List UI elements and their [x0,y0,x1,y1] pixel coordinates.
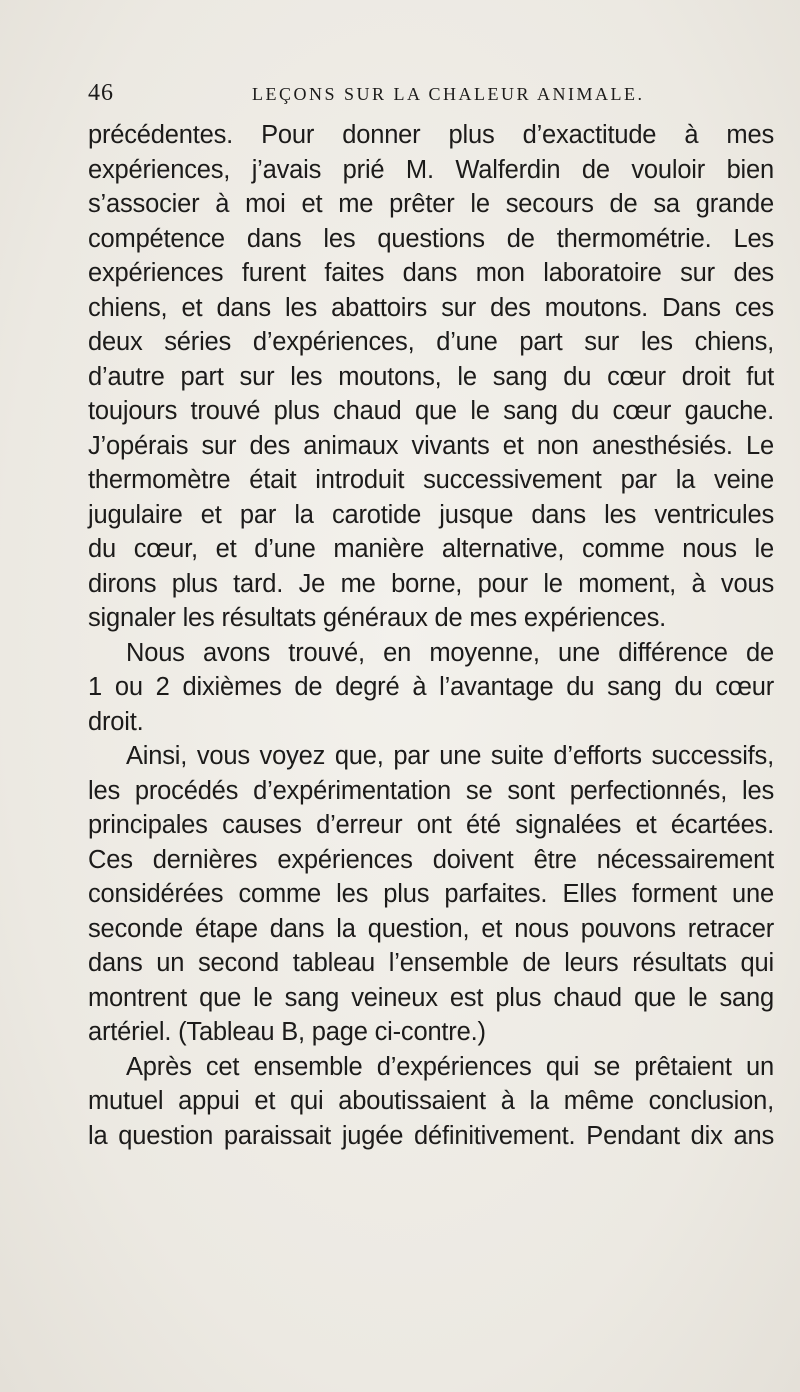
text-line: signaler les résultats généraux de mes expériences. [88,604,667,632]
text-line: du cœur, et d’une manière alternative, comme nous le [88,535,774,563]
text-line: la question paraissait jugée définitivement. Pendant dix ans [88,1121,774,1150]
text-line: montrent que le sang veineux est plus chaud que le sang [88,983,774,1012]
paragraph-start-line: Nous avons trouvé, en moyenne, une différence de [126,638,774,667]
text-line: considérées comme les plus parfaites. Elles forment une [88,880,774,908]
text-line: Ces dernières expériences doivent être nécessairement [88,845,774,874]
text-line: d’autre part sur les moutons, le sang du cœur droit fut [88,362,774,391]
text-line: mutuel appui et qui aboutissaient à la même conclusion, [88,1087,774,1115]
body-text [88,118,774,1153]
text-line: compétence dans les questions de thermométrie. Les [88,224,774,253]
running-head [88,80,768,110]
text-line: jugulaire et par la carotide jusque dans les ventricules [88,500,774,529]
text-line: toujours trouvé plus chaud que le sang du cœur gauche. [88,397,774,425]
text-line: chiens, et dans les abattoirs sur des moutons. Dans ces [88,293,774,322]
page-number: 46 [88,80,114,106]
text-line: dirons plus tard. Je me borne, pour le moment, à vous [88,569,774,598]
paragraph-start-line: Après cet ensemble d’expériences qui se prêtaient un [126,1052,774,1081]
text-line: seconde étape dans la question, et nous pouvons retracer [88,914,774,943]
text-line: artériel. (Tableau B, page ci-contre.) [88,1018,486,1046]
text-line: les procédés d’expérimentation se sont perfectionnés, les [88,776,774,805]
text-line: 1 ou 2 dixièmes de degré à l’avantage du sang du cœur [88,673,774,701]
text-line: droit. [88,707,144,736]
text-line: principales causes d’erreur ont été signalées et écartées. [88,811,774,839]
text-line: dans un second tableau l’ensemble de leurs résultats qui [88,949,774,977]
text-line: précédentes. Pour donner plus d’exactitude à mes [88,121,774,149]
text-line: thermomètre était introduit successivement par la veine [88,466,774,494]
running-title: LEÇONS SUR LA CHALEUR ANIMALE. [252,84,645,104]
text-line: s’associer à moi et me prêter le secours de sa grande [88,190,774,218]
text-line: J’opérais sur des animaux vivants et non anesthésiés. Le [88,431,774,460]
text-line: deux séries d’expériences, d’une part sur les chiens, [88,328,774,356]
paragraph-start-line: Ainsi, vous voyez que, par une suite d’efforts successifs, [126,742,774,770]
text-line: expériences, j’avais prié M. Walferdin de vouloir bien [88,155,774,184]
text-line: expériences furent faites dans mon laboratoire sur des [88,259,774,287]
